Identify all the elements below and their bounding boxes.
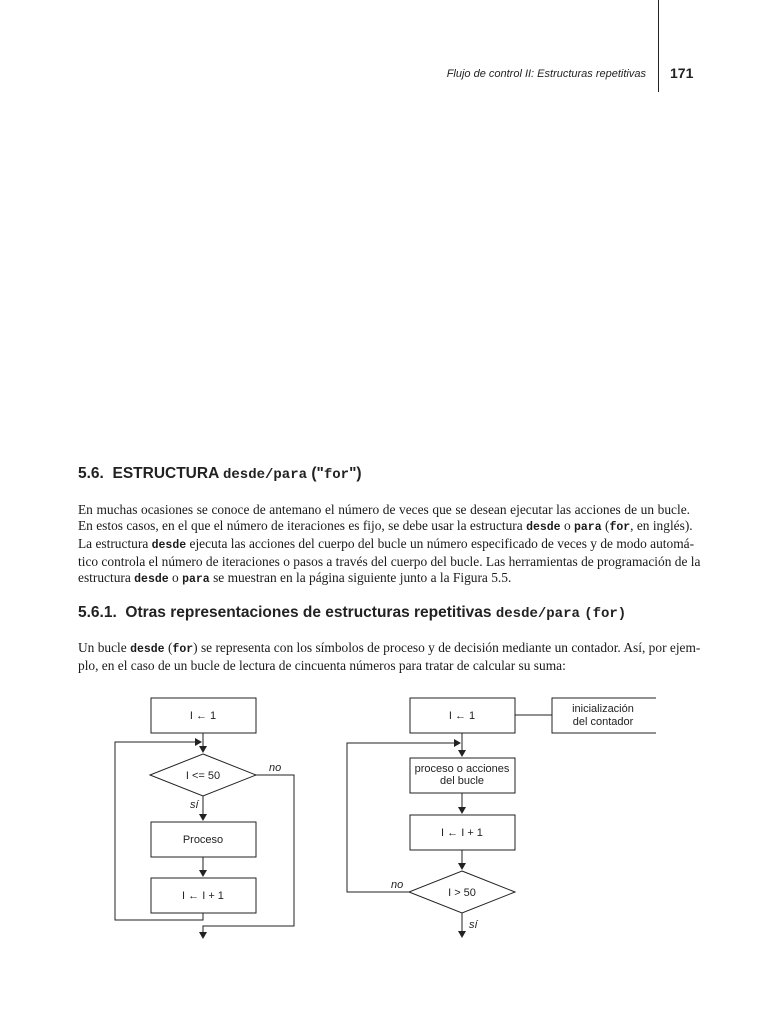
section-title-close: ") [349,465,362,482]
para1-text: o [172,570,179,585]
subsection-number: 5.6.1. [78,604,117,621]
para1-text: estructura [78,570,131,585]
section-title-for: for [323,467,350,483]
inline-code-for: for [172,643,194,656]
page-number: 171 [670,65,694,81]
inline-code-desde: desde [134,573,169,586]
inline-code-for: for [609,521,631,534]
no-label: no [391,879,404,891]
inline-code-para: para [182,573,210,586]
inline-code-desde: desde [526,521,561,534]
section-title-open: (" [311,465,324,482]
section-title-code: desde/para [223,467,308,483]
para1-line-1: En muchas ocasiones se conoce de antemano el número de veces que se desean ejecutar las acciones de un bucle. [78,502,690,517]
flowchart-left [115,698,294,938]
para1-text: o [563,518,571,533]
condition-label: I > 50 [448,887,476,899]
para1-text: La estructura [78,536,149,551]
para2-text: ) se representa con los símbolos de proceso y de decisión mediante un contador. Así, por ejem- [193,640,701,655]
flowchart-right [347,698,656,937]
increment-label: I ← I + 1 [441,827,483,839]
para1-text: ejecuta las acciones del cuerpo del bucle un número especificado de veces y de modo automá- [189,536,695,551]
annotation-line-2: del contador [572,716,634,728]
inline-code-desde: desde [130,643,165,656]
init-label: I ← 1 [189,710,217,722]
section-title-prefix: ESTRUCTURA [112,465,219,482]
inline-code-para: para [574,521,602,534]
section-number: 5.6. [78,465,104,482]
inline-code-desde: desde [151,539,187,552]
para1-text: se muestran en la página siguiente junto a la Figura 5.5. [213,570,512,585]
running-title: Flujo de control II: Estructuras repetitivas [446,68,646,80]
para1-text: En estos casos, en el que el número de iteraciones es fijo, se debe usar la estructura [78,518,523,533]
para2-text: ( [167,640,173,655]
para1-line-4: tico controla el número de iteraciones o pasos a través del cuerpo del bucle. Las herramientas de programación de la [78,554,701,569]
para1-text: , en inglés). [630,518,693,533]
process-label: Proceso [182,834,224,846]
si-label: sí [190,799,199,811]
init-label: I ← 1 [448,710,476,722]
para2-text: Un bucle [78,640,127,655]
subsection-title-code: desde/para [495,606,580,622]
para1-text: ( [604,518,610,533]
condition-label: I <= 50 [185,770,221,782]
subsection-title: Otras representaciones de estructuras repetitivas [125,604,492,621]
process-label-line-1: proceso o acciones [414,763,510,775]
increment-label: I ← I + 1 [182,890,224,902]
annotation-line-1: inicialización [572,703,634,715]
si-label: sí [469,919,478,931]
no-label: no [269,762,282,774]
process-label-line-2: del bucle [439,775,485,787]
para2-line-2: plo, en el caso de un bucle de lectura de cincuenta números para tratar de calcular su suma: [78,658,566,673]
subsection-title-for: (for) [584,606,627,622]
flowchart-left-text [182,710,281,902]
